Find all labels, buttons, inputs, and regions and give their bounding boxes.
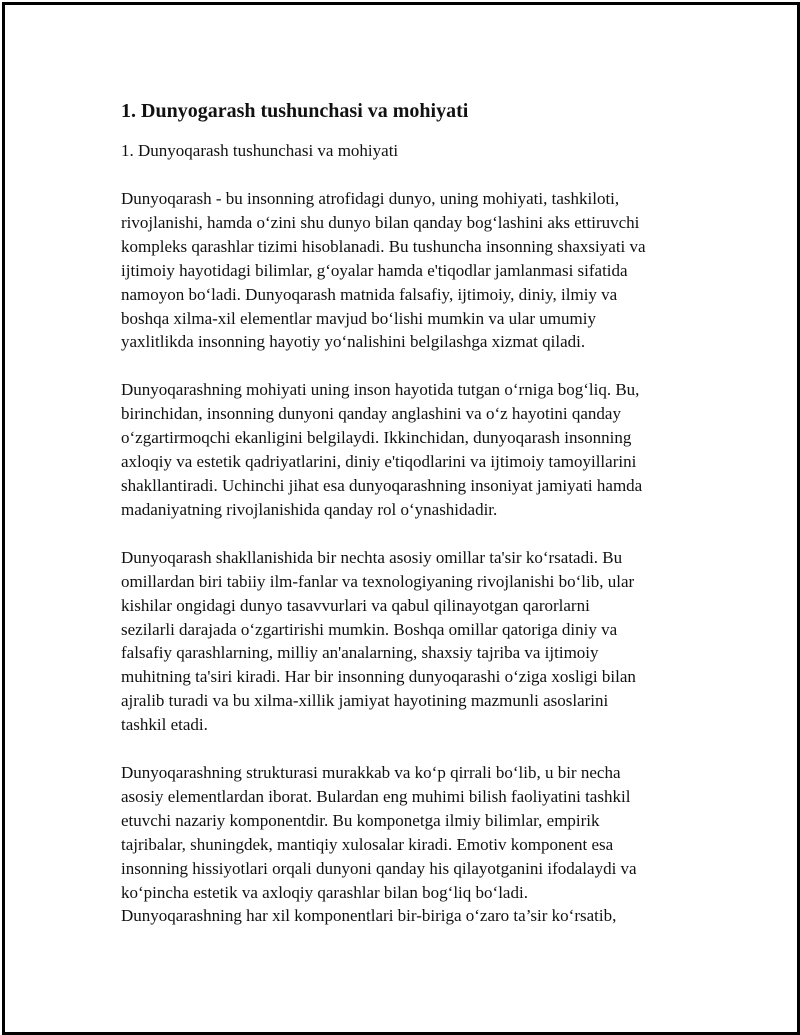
text-line: sezilarli darajada o‘zgartirishi mumkin. Boshqa omillar qatoriga diniy va xyxy=(121,619,618,639)
text-line: muhitning ta'siri kiradi. Har bir insonning dunyoqarashi o‘ziga xosligi bilan xyxy=(121,667,636,687)
text-line: rivojlanishi, hamda o‘zini shu dunyo bilan qanday bog‘lashini aks ettiruvchi xyxy=(121,212,640,232)
text-line: boshqa xilma-xil elementlar mavjud bo‘lishi mumkin va ular umumiy xyxy=(121,308,596,328)
text-line: tajribalar, shuningdek, mantiqiy xulosalar kiradi. Emotiv komponent esa xyxy=(121,834,614,854)
paragraph-1 xyxy=(121,187,701,354)
text-line: kishilar ongidagi dunyo tasavvurlari va qabul qilinayotgan qarorlarni xyxy=(121,595,590,615)
text-line: falsafiy qarashlarning, milliy an'analarning, shaxsiy tajriba va ijtimoiy xyxy=(121,643,599,663)
text-line: Dunyoqarashning strukturasi murakkab va ko‘p qirrali bo‘lib, u bir necha xyxy=(121,763,621,783)
text-line: yaxlitlikda insonning hayotiy yo‘nalishini belgilashga xizmat qiladi. xyxy=(121,332,586,352)
text-line: axloqiy va estetik qadriyatlarini, diniy e'tiqodlarini va ijtimoiy tamoyillarini xyxy=(121,452,637,472)
text-line: birinchidan, insonning dunyoni qanday anglashini va o‘z hayotini qanday xyxy=(121,404,621,424)
text-line: madaniyatning rivojlanishida qanday rol o‘ynashidadir. xyxy=(121,499,498,519)
text-line: Dunyoqarash shakllanishida bir nechta asosiy omillar ta'sir ko‘rsatadi. Bu xyxy=(121,547,623,567)
text-line: tashkil etadi. xyxy=(121,715,208,735)
text-line: Dunyoqarashning mohiyati uning inson hayotida tutgan o‘rniga bog‘liq. Bu, xyxy=(121,380,640,400)
text-line: ko‘pincha estetik va axloqiy qarashlar bilan bog‘liq bo‘ladi. xyxy=(121,882,528,902)
paragraph-2 xyxy=(121,378,701,521)
paragraph-4 xyxy=(121,761,701,928)
text-line: ijtimoiy hayotidagi bilimlar, g‘oyalar hamda e'tiqodlar jamlanmasi sifatida xyxy=(121,260,628,280)
text-line: insonning hissiyotlari orqali dunyoni qanday his qilayotganini ifodalaydi va xyxy=(121,858,637,878)
document-heading: 1. Dunyogarash tushunchasi va mohiyati xyxy=(121,100,469,122)
text-line: asosiy elementlardan iborat. Bulardan eng muhimi bilish faoliyatini tashkil xyxy=(121,786,631,806)
paragraph-3 xyxy=(121,546,701,737)
text-line: Dunyoqarash - bu insonning atrofidagi dunyo, uning mohiyati, tashkiloti, xyxy=(121,189,620,208)
text-line: o‘zgartirmoqchi ekanligini belgilaydi. Ikkinchidan, dunyoqarash insonning xyxy=(121,428,632,448)
text-line: kompleks qarashlar tizimi hisoblanadi. Bu tushuncha insonning shaxsiyati va xyxy=(121,236,646,256)
text-line: shakllantiradi. Uchinchi jihat esa dunyoqarashning insoniyat jamiyati hamda xyxy=(121,475,643,495)
text-line: Dunyoqarashning har xil komponentlari bir-biriga o‘zaro ta’sir ko‘rsatib, xyxy=(121,906,617,926)
text-line: ajralib turadi va bu xilma-xillik jamiyat hayotining mazmunli asoslarini xyxy=(121,691,609,711)
text-line: namoyon bo‘ladi. Dunyoqarash matnida falsafiy, ijtimoiy, diniy, ilmiy va xyxy=(121,284,618,304)
text-line: omillardan biri tabiiy ilm-fanlar va texnologiyaning rivojlanishi bo‘lib, ular xyxy=(121,571,635,591)
page-border xyxy=(2,2,800,1035)
document-body xyxy=(121,97,701,952)
section-title: 1. Dunyoqarash tushunchasi va mohiyati xyxy=(121,141,399,160)
text-line: etuvchi nazariy komponentdir. Bu komponetga ilmiy bilimlar, empirik xyxy=(121,810,600,830)
